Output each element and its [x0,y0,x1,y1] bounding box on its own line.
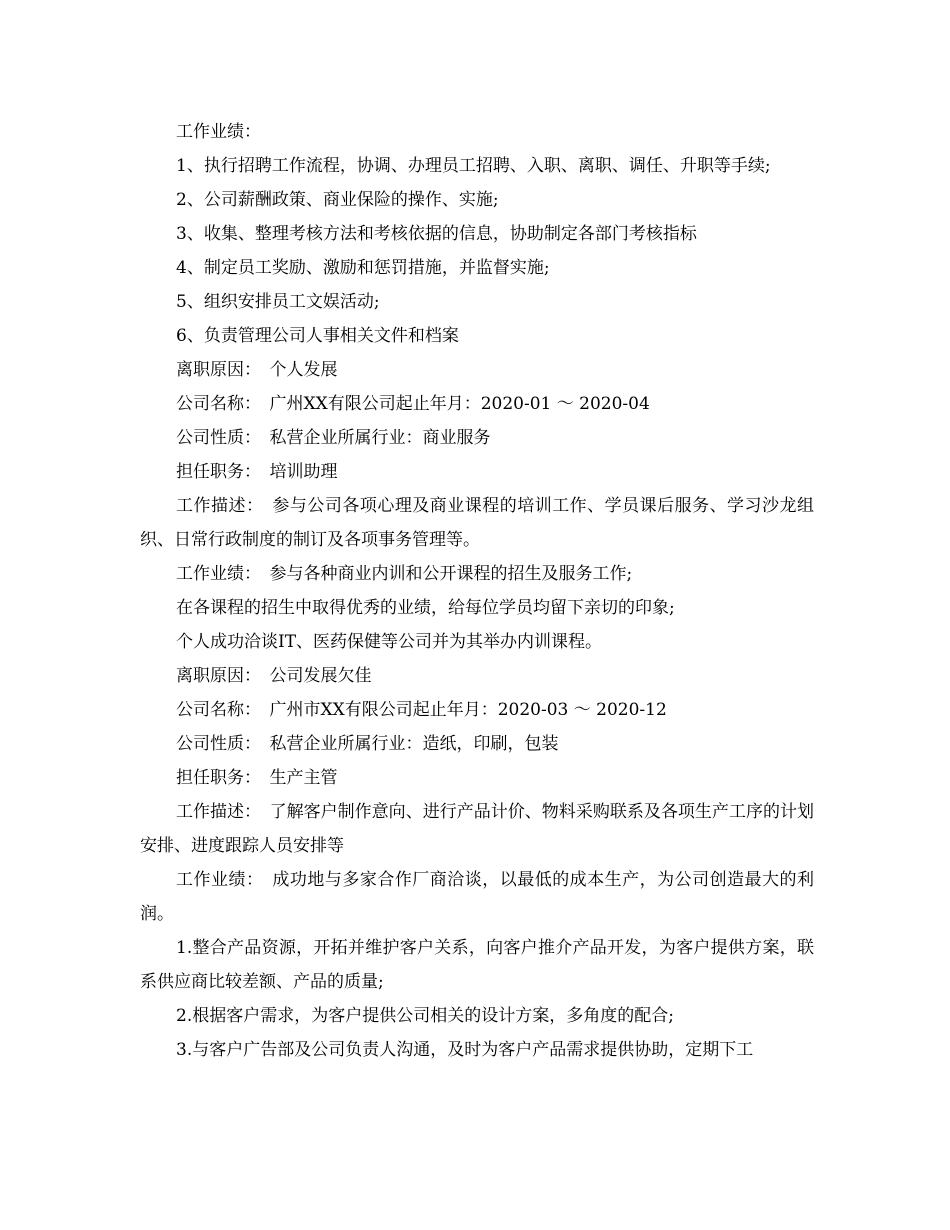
paragraph: 2.根据客户需求，为客户提供公司相关的设计方案，多角度的配合; [176,1006,674,1026]
paragraph: 个人成功洽谈IT、医药保健等公司并为其举办内训课程。 [176,632,603,652]
paragraph: 公司名称： 广州市XX有限公司起止年月：2020-03 ～ 2020-12 [176,700,667,720]
paragraph: 3、收集、整理考核方法和考核依据的信息，协助制定各部门考核指标 [176,224,697,244]
paragraph: 离职原因： 公司发展欠佳 [176,666,372,686]
paragraph: 工作业绩： 参与各种商业内训和公开课程的招生及服务工作; [176,564,633,584]
paragraph: 5、组织安排员工文娱活动; [176,292,380,312]
paragraph: 2、公司薪酬政策、商业保险的操作、实施; [176,190,499,210]
paragraph: 在各课程的招生中取得优秀的业绩，给每位学员均留下亲切的印象; [176,598,675,618]
paragraph: 工作描述： 了解客户制作意向、进行产品计价、物料采购联系及各项生产工序的计划安排、进度跟踪人员安排等 [140,802,814,856]
paragraph: 4、制定员工奖励、激励和惩罚措施，并监督实施; [176,258,550,278]
paragraph: 工作描述： 参与公司各项心理及商业课程的培训工作、学员课后服务、学习沙龙组织、日常行政制度的制订及各项事务管理等。 [140,496,814,550]
paragraph: 1.整合产品资源，开拓并维护客户关系，向客户推介产品开发，为客户提供方案，联系供应商比较差额、产品的质量; [140,938,814,992]
paragraph: 公司性质： 私营企业所属行业：商业服务 [176,428,491,448]
paragraph: 公司性质： 私营企业所属行业：造纸，印刷，包装 [176,734,559,754]
paragraph: 工作业绩： 成功地与多家合作厂商洽谈，以最低的成本生产，为公司创造最大的利润。 [140,870,814,924]
document-body [140,115,814,1067]
paragraph: 离职原因： 个人发展 [176,360,338,380]
paragraph: 3.与客户广告部及公司负责人沟通，及时为客户产品需求提供协助，定期下工 [176,1040,754,1060]
paragraph: 6、负责管理公司人事相关文件和档案 [176,326,459,346]
paragraph: 担任职务： 生产主管 [176,768,338,788]
paragraph: 工作业绩： [176,122,261,142]
paragraph: 1、执行招聘工作流程，协调、办理员工招聘、入职、离职、调任、升职等手续; [176,156,771,176]
paragraph: 担任职务： 培训助理 [176,462,338,482]
paragraph: 公司名称： 广州XX有限公司起止年月：2020-01 ～ 2020-04 [176,394,650,414]
